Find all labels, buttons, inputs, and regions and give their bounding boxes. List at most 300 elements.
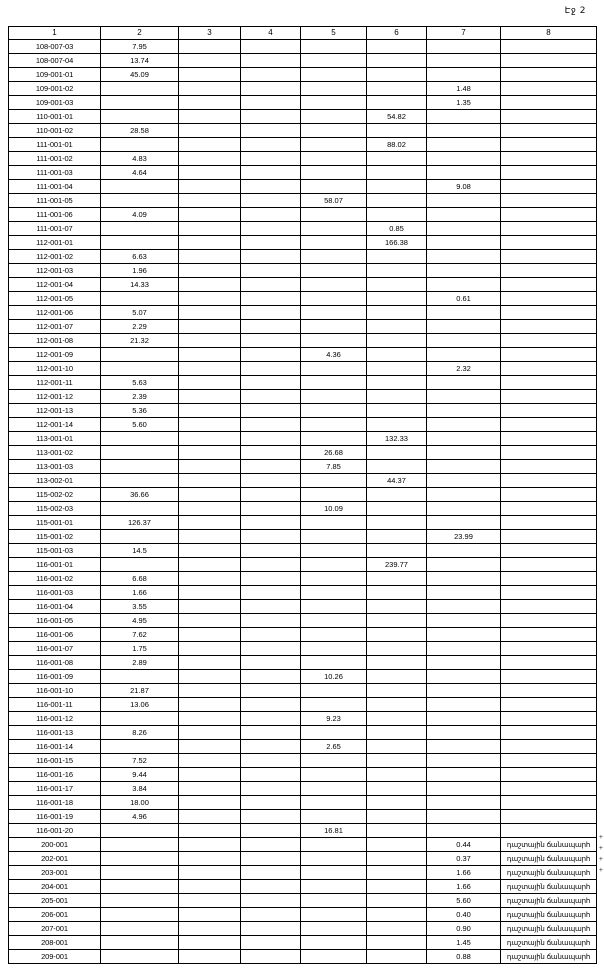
table-row [9,376,597,390]
cell-value-col-4 [241,306,301,320]
table-header [9,27,597,40]
table-row [9,306,597,320]
cell-value-col-7 [427,376,501,390]
cell-note: դաշտային ճանապարհ [501,866,597,880]
page-number-label: Էջ 2 [564,6,586,16]
table-row [9,642,597,656]
cell-value-col-2 [101,922,179,936]
cell-value-col-7 [427,796,501,810]
cell-value-col-5 [301,376,367,390]
cell-value-col-2 [101,474,179,488]
cell-note [501,712,597,726]
cell-note [501,600,597,614]
cell-value-col-2: 21.87 [101,684,179,698]
cell-parcel-code: 116-001-04 [9,600,101,614]
cell-value-col-5 [301,768,367,782]
cell-value-col-5 [301,362,367,376]
cell-value-col-4 [241,810,301,824]
cell-parcel-code: 112-001-11 [9,376,101,390]
cell-parcel-code: 112-001-08 [9,334,101,348]
cell-value-col-6 [367,278,427,292]
cell-note [501,180,597,194]
cell-value-col-6 [367,796,427,810]
cell-parcel-code: 205-001 [9,894,101,908]
cell-value-col-6 [367,936,427,950]
cell-value-col-6 [367,684,427,698]
cell-value-col-7 [427,166,501,180]
cell-value-col-2: 5.60 [101,418,179,432]
cell-parcel-code: 209-001 [9,950,101,964]
cell-parcel-code: 112-001-02 [9,250,101,264]
cell-value-col-6 [367,404,427,418]
cell-value-col-5 [301,726,367,740]
cell-value-col-3 [179,460,241,474]
cell-parcel-code: 116-001-12 [9,712,101,726]
cell-value-col-4 [241,670,301,684]
cell-value-col-7 [427,488,501,502]
table-row [9,236,597,250]
cell-parcel-code: 112-001-09 [9,348,101,362]
table-row [9,950,597,964]
column-header-8: 8 [501,27,597,40]
cell-value-col-4 [241,726,301,740]
cell-value-col-6 [367,264,427,278]
cell-note [501,446,597,460]
cell-value-col-5 [301,866,367,880]
cell-value-col-2: 1.75 [101,642,179,656]
cell-value-col-4 [241,866,301,880]
cell-note: դաշտային ճանապարհ [501,852,597,866]
cell-value-col-2: 5.36 [101,404,179,418]
cell-value-col-6 [367,754,427,768]
cell-value-col-6 [367,68,427,82]
cell-value-col-7 [427,516,501,530]
cell-parcel-code: 109-001-01 [9,68,101,82]
cell-value-col-3 [179,628,241,642]
cell-value-col-7 [427,278,501,292]
cell-value-col-4 [241,936,301,950]
cell-value-col-2 [101,908,179,922]
cell-note [501,572,597,586]
cell-value-col-7: 0.44 [427,838,501,852]
cell-value-col-3 [179,376,241,390]
cell-value-col-6 [367,180,427,194]
cell-parcel-code: 112-001-13 [9,404,101,418]
cell-value-col-3 [179,390,241,404]
cell-parcel-code: 112-001-10 [9,362,101,376]
cell-note [501,614,597,628]
table-row [9,488,597,502]
cell-value-col-5 [301,782,367,796]
cell-value-col-5: 10.09 [301,502,367,516]
cell-parcel-code: 112-001-01 [9,236,101,250]
cell-parcel-code: 116-001-15 [9,754,101,768]
cell-value-col-3 [179,656,241,670]
cell-value-col-4 [241,40,301,54]
cell-value-col-7 [427,250,501,264]
cell-value-col-3 [179,82,241,96]
cell-value-col-5 [301,936,367,950]
cell-parcel-code: 116-001-17 [9,782,101,796]
cell-value-col-6 [367,152,427,166]
cell-value-col-2: 5.07 [101,306,179,320]
table-row [9,180,597,194]
cell-value-col-4 [241,334,301,348]
margin-mark: + [598,867,603,874]
cell-value-col-2: 4.09 [101,208,179,222]
cell-value-col-2 [101,222,179,236]
cell-parcel-code: 112-001-05 [9,292,101,306]
cell-value-col-7: 1.66 [427,866,501,880]
cell-value-col-5 [301,124,367,138]
cell-note [501,110,597,124]
cell-parcel-code: 111-001-03 [9,166,101,180]
cell-note [501,362,597,376]
cell-parcel-code: 115-002-03 [9,502,101,516]
cell-value-col-7 [427,684,501,698]
cell-parcel-code: 113-001-01 [9,432,101,446]
cell-value-col-6: 44.37 [367,474,427,488]
cell-value-col-6 [367,866,427,880]
cell-value-col-3 [179,684,241,698]
cell-note [501,642,597,656]
cell-value-col-4 [241,348,301,362]
table-row [9,810,597,824]
cell-value-col-3 [179,670,241,684]
cell-value-col-3 [179,474,241,488]
cell-value-col-6 [367,544,427,558]
cell-note [501,166,597,180]
cell-value-col-6 [367,460,427,474]
cell-value-col-4 [241,292,301,306]
cell-value-col-5 [301,250,367,264]
column-header-5: 5 [301,27,367,40]
cell-value-col-5 [301,138,367,152]
cell-value-col-2 [101,236,179,250]
cell-note [501,320,597,334]
cell-note [501,432,597,446]
table-row [9,572,597,586]
cell-note [501,810,597,824]
cell-value-col-7 [427,824,501,838]
cell-value-col-6 [367,838,427,852]
cell-value-col-7 [427,740,501,754]
cell-value-col-3 [179,222,241,236]
cell-value-col-7 [427,264,501,278]
cell-value-col-4 [241,390,301,404]
cell-value-col-2: 6.63 [101,250,179,264]
cell-parcel-code: 108-007-04 [9,54,101,68]
cell-parcel-code: 204-001 [9,880,101,894]
cell-value-col-5 [301,334,367,348]
cell-value-col-3 [179,320,241,334]
cell-value-col-6 [367,488,427,502]
cell-value-col-7 [427,348,501,362]
table-row [9,516,597,530]
cell-parcel-code: 112-001-04 [9,278,101,292]
cell-value-col-5 [301,852,367,866]
cell-value-col-4 [241,698,301,712]
table-row [9,474,597,488]
cell-note [501,82,597,96]
cell-value-col-4 [241,586,301,600]
table-row [9,600,597,614]
cell-value-col-3 [179,166,241,180]
cell-value-col-6 [367,712,427,726]
cell-value-col-6: 239.77 [367,558,427,572]
table-row [9,614,597,628]
cell-value-col-7 [427,54,501,68]
cell-value-col-7 [427,390,501,404]
cell-value-col-2: 7.95 [101,40,179,54]
cell-note: դաշտային ճանապարհ [501,950,597,964]
cell-value-col-6 [367,390,427,404]
cell-value-col-5 [301,54,367,68]
cell-value-col-6 [367,908,427,922]
cell-parcel-code: 111-001-06 [9,208,101,222]
cell-value-col-4 [241,880,301,894]
cell-value-col-3 [179,152,241,166]
cell-value-col-5 [301,698,367,712]
cell-value-col-3 [179,768,241,782]
cell-value-col-2: 8.26 [101,726,179,740]
cell-value-col-6 [367,810,427,824]
cell-value-col-6 [367,194,427,208]
cell-note [501,740,597,754]
cell-note [501,404,597,418]
cell-value-col-4 [241,264,301,278]
cell-value-col-4 [241,82,301,96]
column-header-4: 4 [241,27,301,40]
cell-value-col-2 [101,880,179,894]
cell-note [501,348,597,362]
table-row [9,558,597,572]
cell-value-col-3 [179,894,241,908]
table-row [9,768,597,782]
cell-note [501,376,597,390]
table-row [9,166,597,180]
cell-note [501,40,597,54]
table-row [9,502,597,516]
table-row [9,362,597,376]
cell-value-col-2 [101,460,179,474]
cell-value-col-5 [301,838,367,852]
cell-value-col-3 [179,950,241,964]
cell-note [501,558,597,572]
cell-parcel-code: 116-001-05 [9,614,101,628]
cell-value-col-4 [241,194,301,208]
cell-value-col-7 [427,236,501,250]
cell-note: դաշտային ճանապարհ [501,922,597,936]
cell-value-col-7 [427,726,501,740]
cell-value-col-4 [241,418,301,432]
cell-value-col-3 [179,110,241,124]
table-row [9,222,597,236]
cell-note [501,796,597,810]
cell-value-col-6 [367,334,427,348]
cell-parcel-code: 112-001-06 [9,306,101,320]
cell-note [501,684,597,698]
cell-value-col-6 [367,614,427,628]
table-row [9,796,597,810]
cell-value-col-2: 1.96 [101,264,179,278]
cell-note [501,334,597,348]
cell-value-col-2 [101,866,179,880]
cell-value-col-6 [367,54,427,68]
cell-value-col-3 [179,922,241,936]
cell-parcel-code: 116-001-10 [9,684,101,698]
cell-note [501,782,597,796]
cell-parcel-code: 111-001-01 [9,138,101,152]
table-row [9,432,597,446]
cell-value-col-7 [427,572,501,586]
cell-parcel-code: 116-001-03 [9,586,101,600]
cell-value-col-7 [427,586,501,600]
cell-value-col-4 [241,768,301,782]
cell-value-col-3 [179,306,241,320]
cell-value-col-6 [367,782,427,796]
cell-value-col-4 [241,628,301,642]
cell-value-col-3 [179,908,241,922]
cell-value-col-3 [179,54,241,68]
cell-value-col-2 [101,194,179,208]
table-row [9,684,597,698]
table-header-row [9,27,597,40]
cell-value-col-2: 5.63 [101,376,179,390]
cell-value-col-7 [427,404,501,418]
cell-note: դաշտային ճանապարհ [501,908,597,922]
cell-note [501,250,597,264]
cell-value-col-3 [179,544,241,558]
cell-value-col-7: 23.99 [427,530,501,544]
cell-value-col-5 [301,404,367,418]
cell-value-col-7 [427,698,501,712]
cell-note [501,54,597,68]
cell-value-col-6 [367,376,427,390]
cell-value-col-7 [427,754,501,768]
cell-value-col-2: 1.66 [101,586,179,600]
cell-parcel-code: 113-001-02 [9,446,101,460]
cell-value-col-2 [101,446,179,460]
cell-value-col-4 [241,894,301,908]
cell-parcel-code: 112-001-12 [9,390,101,404]
cell-value-col-7: 0.90 [427,922,501,936]
cell-value-col-6 [367,950,427,964]
cell-value-col-2 [101,138,179,152]
cell-parcel-code: 206-001 [9,908,101,922]
cell-value-col-6 [367,306,427,320]
cell-value-col-5 [301,544,367,558]
cell-value-col-2: 14.33 [101,278,179,292]
cell-note [501,278,597,292]
cell-value-col-7 [427,628,501,642]
cell-value-col-4 [241,740,301,754]
table-row [9,40,597,54]
cell-value-col-5 [301,754,367,768]
cell-value-col-2: 28.58 [101,124,179,138]
cell-value-col-2 [101,824,179,838]
cell-value-col-7 [427,222,501,236]
cell-value-col-4 [241,152,301,166]
cell-value-col-4 [241,600,301,614]
cell-value-col-7: 1.45 [427,936,501,950]
cell-value-col-3 [179,432,241,446]
cell-note [501,264,597,278]
table-row [9,348,597,362]
cell-value-col-4 [241,922,301,936]
cell-value-col-4 [241,558,301,572]
cell-value-col-6 [367,362,427,376]
cell-value-col-3 [179,810,241,824]
table-row [9,278,597,292]
table-row [9,880,597,894]
cell-parcel-code: 116-001-20 [9,824,101,838]
cell-note [501,530,597,544]
cell-value-col-5 [301,950,367,964]
cell-value-col-3 [179,698,241,712]
cell-value-col-6 [367,768,427,782]
cell-value-col-3 [179,348,241,362]
cell-note [501,768,597,782]
cell-parcel-code: 110-001-02 [9,124,101,138]
cell-note [501,698,597,712]
cell-value-col-3 [179,278,241,292]
cell-value-col-3 [179,824,241,838]
cell-value-col-4 [241,488,301,502]
cell-value-col-6 [367,292,427,306]
cell-value-col-6 [367,124,427,138]
cell-value-col-7: 1.35 [427,96,501,110]
cell-value-col-6: 0.85 [367,222,427,236]
cell-value-col-7: 9.08 [427,180,501,194]
cell-note [501,152,597,166]
table-row [9,82,597,96]
table-row [9,712,597,726]
cell-value-col-2 [101,950,179,964]
cell-value-col-7: 5.60 [427,894,501,908]
cell-value-col-4 [241,110,301,124]
cell-value-col-7 [427,138,501,152]
cell-value-col-3 [179,600,241,614]
cell-note [501,544,597,558]
cell-value-col-3 [179,880,241,894]
cell-value-col-3 [179,558,241,572]
table-row [9,390,597,404]
cell-value-col-5 [301,96,367,110]
cell-note [501,586,597,600]
cell-parcel-code: 111-001-07 [9,222,101,236]
cell-value-col-4 [241,642,301,656]
cell-value-col-5 [301,684,367,698]
cell-note [501,460,597,474]
cell-value-col-4 [241,530,301,544]
cell-value-col-2: 21.32 [101,334,179,348]
table-row [9,726,597,740]
cell-value-col-2: 13.74 [101,54,179,68]
cell-value-col-6 [367,698,427,712]
cell-value-col-6 [367,40,427,54]
cell-note [501,726,597,740]
table-row [9,544,597,558]
table-row [9,446,597,460]
cell-value-col-3 [179,502,241,516]
table-row [9,68,597,82]
cell-value-col-2 [101,96,179,110]
cell-value-col-7: 0.40 [427,908,501,922]
cell-value-col-7 [427,124,501,138]
cell-value-col-4 [241,712,301,726]
cell-note [501,628,597,642]
